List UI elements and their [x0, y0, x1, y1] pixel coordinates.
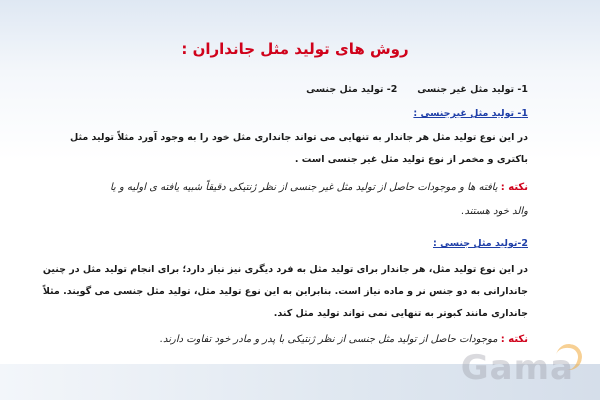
type-asexual: 1- تولید مثل غیر جنسی — [417, 84, 528, 95]
section1-note-line2: والد خود هستند. — [461, 206, 528, 217]
section1-text-line1: در این نوع تولید مثل هر جاندار به تنهایی می تواند جانداری مثل خود را به وجود آورد مثلاً تولید مثل — [69, 132, 528, 143]
section1-note-label: نکته : — [500, 182, 528, 193]
section2-text-line2: جاندارانی به دو جنس نر و ماده نیاز است. بنابراین به این نوع تولید مثل، تولید مثل جنسی می گویند. مثلاً — [42, 286, 528, 297]
slide-title: روش های تولید مثل جانداران : — [181, 40, 409, 58]
section1-heading: 1- تولید مثل غیرجنسی : — [413, 108, 528, 119]
gama-logo: Gama — [460, 348, 574, 388]
section2-note-text: موجودات حاصل از تولید مثل جنسی از نظر ژنتیکی با پدر و مادر خود تفاوت دارند. — [159, 334, 498, 345]
reproduction-types-line — [62, 84, 528, 95]
section2-heading: 2-تولید مثل جنسی : — [433, 238, 528, 249]
section2-note-line1 — [62, 334, 528, 345]
section1-note-text: یافته ها و موجودات حاصل از تولید مثل غیر جنسی از نظر ژنتیکی دقیقاً شبیه یافته ی اولیه و یا — [109, 182, 498, 193]
section1-text-line2: باکتری و مخمر از نوع تولید مثل غیر جنسی است . — [294, 154, 528, 165]
section2-text-line3: جانداری مانند کبوتر به تنهایی نمی تواند تولید مثل کند. — [273, 308, 528, 319]
section1-note-line1 — [62, 182, 528, 193]
section2-text-line1: در این نوع تولید مثل، هر جاندار برای تولید مثل به فرد دیگری نیز نیاز دارد؛ برای انجام تولید مثل در چنین — [42, 264, 528, 275]
section2-note-label: نکته : — [500, 334, 528, 345]
type-sexual: 2- تولید مثل جنسی — [306, 84, 398, 95]
